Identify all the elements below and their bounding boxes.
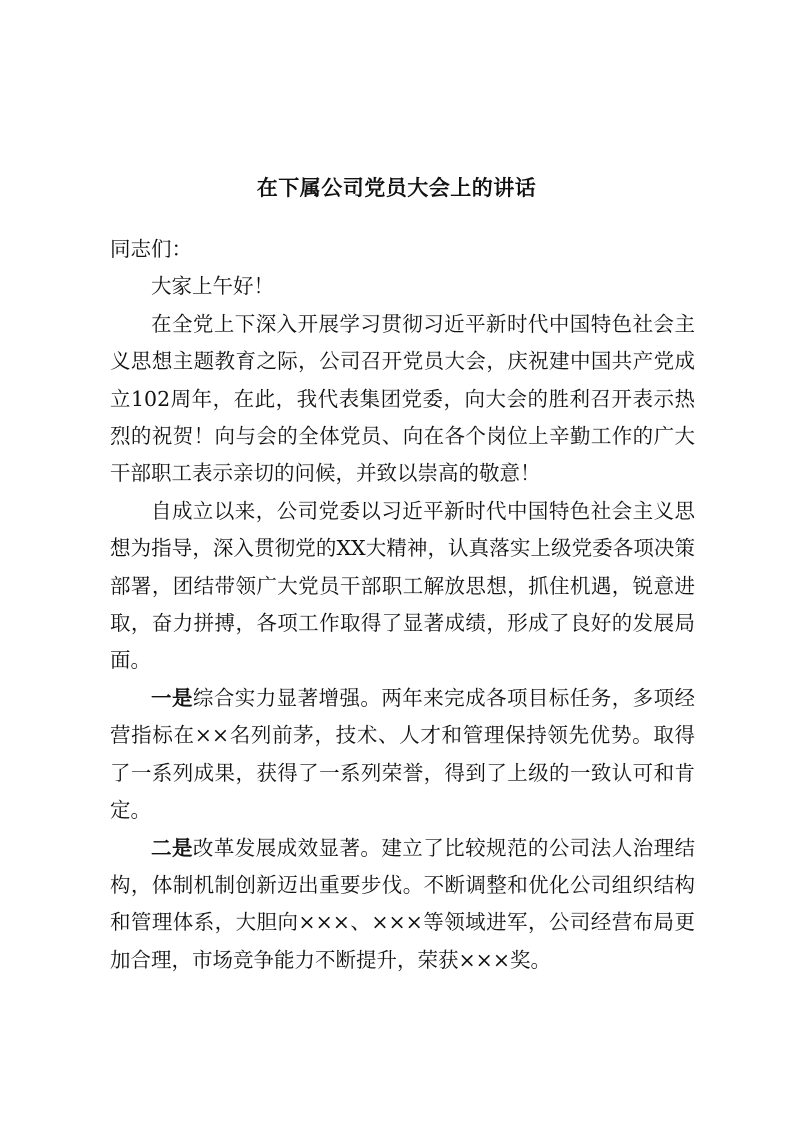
speech-body [110,231,695,979]
page-title: 在下属公司党员大会上的讲话 [256,175,537,200]
point-one-text: 综合实力显著增强。两年来完成各项目标任务，多项经营指标在××名列前茅，技术、人才和管理保持领先优势。取得了一系列成果，获得了一系列荣誉，得到了上级的一致认可和肯定。 [110,685,696,823]
point-two-lead: 二是 [151,835,193,860]
point-one-lead: 一是 [151,685,193,710]
paragraph-point-one [110,680,695,830]
salutation: 同志们： [110,237,192,261]
greeting: 大家上午好！ [151,274,274,299]
paragraph-opening: 在全党上下深入开展学习贯彻习近平新时代中国特色社会主义思想主题教育之际，公司召开党员大会，庆祝建中国共产党成立102周年，在此，我代表集团党委，向大会的胜利召开表示热烈的祝贺！向与会的全体党员、向在各个岗位上辛勤工作的广大干部职工表示亲切的问候，并致以崇高的敬意！ [110,311,695,486]
point-two-text: 改革发展成效显著。建立了比较规范的公司法人治理结构，体制机制创新迈出重要步伐。不断调整和优化公司组织结构和管理体系，大胆向×××、×××等领域进军，公司经营布局更加合理，市场竞争能力不断提升，荣获×××奖。 [110,835,696,972]
paragraph-overview: 自成立以来，公司党委以习近平新时代中国特色社会主义思想为指导，深入贯彻党的XX大精神，认真落实上级党委各项决策部署，团结带领广大党员干部职工解放思想，抓住机遇，锐意进取，奋力拼搏，各项工作取得了显著成绩，形成了良好的发展局面。 [110,498,695,673]
paragraph-point-two [110,830,695,980]
